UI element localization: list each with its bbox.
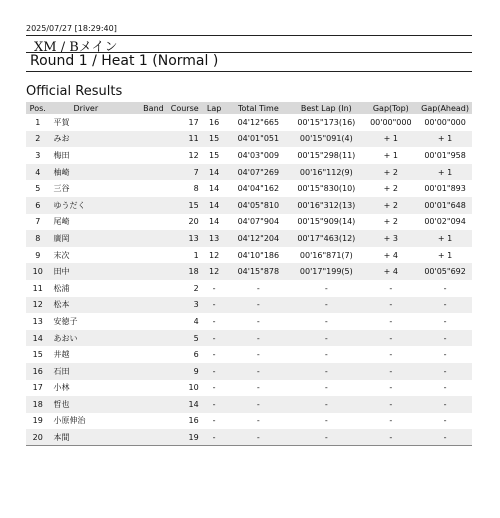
cell-course: 12 [188,150,199,160]
cell-lap: - [212,316,216,326]
cell-band [131,180,169,197]
cell-gap-top: + 3 [363,230,418,247]
cell-pos: 16 [26,363,50,380]
report-timestamp: 2025/07/27 [18:29:40] [26,24,117,33]
cell-driver: 末次 [53,250,70,260]
table-row [26,131,472,148]
cell-pos: 11 [32,283,43,293]
cell-best-lap: - [289,429,363,446]
cell-gap-top: - [389,383,393,393]
cell-pos: 17 [32,383,43,393]
cell-band [131,247,169,264]
cell-gap-top: - [363,330,418,347]
table-row [26,230,472,247]
cell-lap: - [212,350,216,360]
cell-driver: 廣岡 [50,230,132,247]
table-row [26,214,472,231]
cell-pos: 6 [26,197,50,214]
cell-course: 5 [169,330,201,347]
cell-best-lap: 00'16"112(9) [289,164,363,181]
cell-pos: 15 [32,350,43,360]
cell-gap-top: + 4 [383,250,398,260]
cell-band [131,363,169,380]
cell-gap-ahead: - [418,297,472,314]
cell-gap-ahead: + 1 [418,131,472,148]
table-row [26,247,472,264]
cell-band [131,330,169,347]
col-header-total-time: Total Time [227,102,289,114]
cell-band [131,230,169,247]
cell-course: 17 [188,117,199,127]
cell-driver: 平賀 [53,117,70,127]
cell-band [131,114,169,131]
cell-total-time: - [227,429,289,446]
table-row [26,346,472,363]
cell-best-lap: - [324,350,328,360]
cell-gap-ahead: + 1 [418,230,472,247]
cell-gap-ahead: - [418,396,472,413]
col-header-band: Band [131,102,169,114]
cell-total-time: 04'12"665 [237,117,280,127]
cell-gap-top: + 1 [363,131,418,148]
cell-band [131,380,169,397]
cell-band [131,297,169,314]
cell-driver: 安徳子 [53,316,78,326]
cell-best-lap: - [289,396,363,413]
cell-best-lap: 00'17"199(5) [289,263,363,280]
cell-total-time: 04'07"269 [227,164,289,181]
cell-lap: - [201,363,228,380]
cell-best-lap: 00'15"830(10) [297,184,356,194]
class-name: XM / Bメイン [34,40,118,55]
cell-gap-ahead: 00'02"094 [424,217,466,227]
cell-pos: 3 [35,150,41,160]
cell-course: 6 [193,350,199,360]
cell-lap: 14 [201,197,228,214]
cell-driver: 柚崎 [50,164,132,181]
cell-course: 9 [169,363,201,380]
section-title: Official Results [26,84,123,99]
cell-course: 7 [169,164,201,181]
cell-band [131,413,169,430]
table-row [26,180,472,197]
cell-best-lap: - [324,383,328,393]
cell-total-time: 04'04"162 [237,184,280,194]
cell-gap-ahead: - [443,350,447,360]
cell-lap: 12 [201,263,228,280]
cell-lap: 14 [208,217,220,227]
table-row [26,380,472,397]
table-row [26,413,472,430]
cell-pos: 14 [26,330,50,347]
cell-pos: 20 [26,429,50,446]
col-header-driver: Driver [50,102,132,114]
cell-gap-top: + 1 [383,150,398,160]
cell-gap-ahead: 00'05"692 [418,263,472,280]
cell-pos: 9 [35,250,41,260]
col-header-course: Course [170,103,199,113]
cell-course: 4 [193,316,199,326]
cell-driver: 哲也 [50,396,132,413]
header-rule-bottom [26,71,472,72]
cell-lap: 16 [208,117,220,127]
cell-course: 2 [193,283,199,293]
cell-band [131,214,169,231]
cell-best-lap: 00'15"173(16) [297,117,356,127]
cell-best-lap: - [289,297,363,314]
cell-driver: 石田 [50,363,132,380]
cell-gap-top: - [389,416,393,426]
cell-total-time: - [227,297,289,314]
cell-gap-ahead: + 1 [437,250,453,260]
cell-lap: 12 [208,250,220,260]
cell-best-lap: 00'16"312(13) [289,197,363,214]
cell-total-time: 04'03"009 [237,150,280,160]
cell-total-time: - [256,416,260,426]
table-row [26,280,472,297]
col-header-gap-ahead: Gap(Ahead) [418,102,472,114]
cell-course: 15 [169,197,201,214]
cell-band [131,131,169,148]
cell-band [131,313,169,330]
table-row [26,197,472,214]
cell-gap-ahead: - [418,363,472,380]
cell-band [131,263,169,280]
cell-driver: 松本 [50,297,132,314]
cell-total-time: 04'10"186 [237,250,280,260]
cell-total-time: - [256,316,260,326]
cell-pos: 13 [32,316,43,326]
cell-gap-ahead: - [418,429,472,446]
cell-gap-top: + 2 [363,164,418,181]
cell-gap-top: + 2 [363,197,418,214]
cell-gap-top: - [389,350,393,360]
cell-band [131,197,169,214]
cell-total-time: 04'05"810 [227,197,289,214]
cell-course: 11 [169,131,201,148]
cell-driver: 梅田 [53,150,70,160]
cell-pos: 19 [32,416,43,426]
cell-total-time: 04'01"051 [227,131,289,148]
table-row [26,330,472,347]
cell-course: 3 [169,297,201,314]
cell-gap-top: - [363,297,418,314]
cell-best-lap: 00'15"091(4) [289,131,363,148]
cell-course: 16 [188,416,199,426]
cell-total-time: - [227,363,289,380]
cell-best-lap: - [324,283,328,293]
cell-gap-top: + 4 [363,263,418,280]
cell-pos: 18 [26,396,50,413]
results-body [26,114,472,446]
cell-lap: - [212,283,216,293]
cell-driver: ゆうだく [50,197,132,214]
cell-driver: 田中 [50,263,132,280]
cell-band [131,346,169,363]
heat-name: Round 1 / Heat 1 (Normal ) [30,53,219,69]
cell-course: 19 [169,429,201,446]
cell-driver: あおい [50,330,132,347]
col-header-gap-top: Gap(Top) [363,102,418,114]
cell-best-lap: 00'17"463(12) [289,230,363,247]
cell-gap-ahead: 00'01"893 [424,184,466,194]
cell-driver: 本間 [50,429,132,446]
cell-driver: 尾崎 [53,217,70,227]
cell-band [131,396,169,413]
cell-course: 8 [193,184,199,194]
cell-band [131,429,169,446]
table-row [26,363,472,380]
cell-gap-top: + 2 [383,217,398,227]
cell-total-time: - [256,283,260,293]
cell-gap-ahead: - [443,416,447,426]
cell-course: 1 [193,250,199,260]
cell-pos: 7 [35,217,41,227]
cell-pos: 2 [26,131,50,148]
cell-gap-top: + 2 [383,184,398,194]
table-row [26,297,472,314]
cell-gap-ahead: - [443,283,447,293]
cell-total-time: 04'12"204 [227,230,289,247]
cell-total-time: - [227,330,289,347]
cell-course: 14 [169,396,201,413]
cell-gap-ahead: 00'01"648 [418,197,472,214]
cell-course: 18 [169,263,201,280]
cell-best-lap: - [289,363,363,380]
cell-band [131,164,169,181]
col-header-pos: Pos. [26,102,50,114]
table-row [26,114,472,131]
cell-driver: 井越 [53,350,70,360]
cell-gap-top: - [363,363,418,380]
cell-driver: 小原伸治 [53,416,86,426]
cell-total-time: 04'15"878 [227,263,289,280]
cell-gap-ahead: - [443,316,447,326]
cell-lap: - [201,297,228,314]
cell-driver: 三谷 [53,184,70,194]
cell-band [131,280,169,297]
table-row [26,396,472,413]
cell-pos: 8 [26,230,50,247]
col-header-best-lap: Best Lap (In) [289,102,363,114]
cell-best-lap: - [324,416,328,426]
table-row [26,164,472,181]
cell-pos: 4 [26,164,50,181]
cell-course: 10 [188,383,199,393]
cell-lap: - [201,330,228,347]
cell-pos: 5 [35,184,41,194]
cell-lap: - [201,429,228,446]
cell-gap-top: - [363,396,418,413]
table-row [26,429,472,446]
table-row [26,263,472,280]
cell-course: 13 [169,230,201,247]
cell-gap-top: 00'00"000 [370,117,412,127]
table-row [26,147,472,164]
cell-driver: みお [50,131,132,148]
cell-best-lap: 00'16"871(7) [299,250,353,260]
cell-lap: - [212,416,216,426]
results-table [26,102,472,446]
cell-total-time: - [227,396,289,413]
cell-course: 20 [188,217,199,227]
cell-gap-top: - [389,283,393,293]
cell-lap: 14 [208,184,220,194]
cell-best-lap: 00'15"909(14) [297,217,356,227]
cell-best-lap: - [289,330,363,347]
cell-best-lap: - [324,316,328,326]
cell-pos: 12 [26,297,50,314]
cell-gap-ahead: + 1 [418,164,472,181]
cell-driver: 松浦 [53,283,70,293]
cell-total-time: - [256,383,260,393]
cell-pos: 10 [26,263,50,280]
cell-total-time: 04'07"904 [237,217,280,227]
cell-lap: 15 [208,150,220,160]
cell-gap-top: - [363,429,418,446]
cell-gap-ahead: 00'01"958 [424,150,466,160]
results-header-row [26,102,472,114]
cell-lap: 14 [201,164,228,181]
cell-lap: 15 [201,131,228,148]
cell-gap-ahead: - [418,330,472,347]
cell-gap-ahead: - [443,383,447,393]
cell-driver: 小林 [53,383,70,393]
cell-lap: - [201,396,228,413]
cell-lap: 13 [201,230,228,247]
cell-lap: - [212,383,216,393]
table-row [26,313,472,330]
cell-best-lap: 00'15"298(11) [297,150,356,160]
cell-gap-top: - [389,316,393,326]
cell-total-time: - [256,350,260,360]
cell-band [131,147,169,164]
cell-gap-ahead: 00'00"000 [424,117,466,127]
cell-pos: 1 [35,117,41,127]
col-header-lap: Lap [201,102,228,114]
